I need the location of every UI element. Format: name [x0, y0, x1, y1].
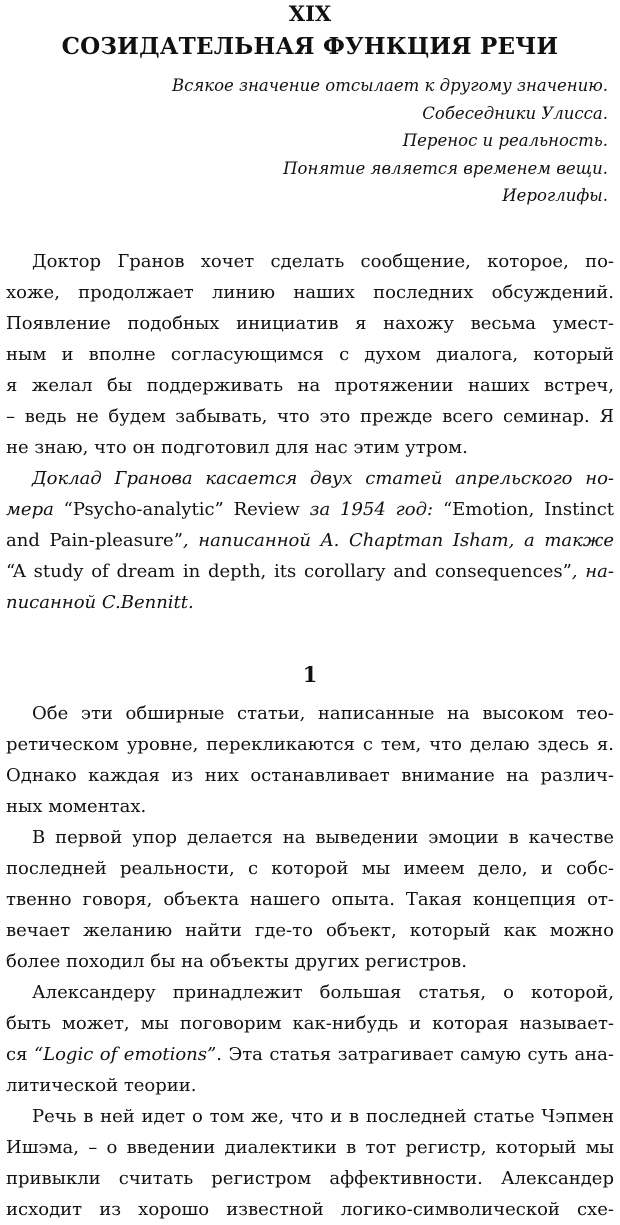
roman-text: “A study of dream in depth, its corollary and consequences” [6, 560, 572, 582]
text-line: Появление подобных инициатив я нахожу весьма умест- [6, 312, 614, 334]
text-line: последней реальности, с которой мы имеем дело, и собс- [6, 857, 614, 879]
text-line: хоже, продолжает линию наших последних обсуждений. [6, 281, 614, 303]
epigraph-line: Понятие является временем вещи. [283, 158, 608, 178]
section-body [6, 698, 614, 1225]
text-line: ным и вполне согласующимся с духом диалога, который [6, 343, 614, 365]
italic-text: , написанной A. Chaptman Isham, а также [182, 529, 614, 551]
epigraph-line: Собеседники Улисса. [422, 103, 608, 123]
roman-text: “Psycho-analytic” Review [63, 498, 310, 520]
text-line [6, 556, 614, 587]
text-line: ных моментах. [6, 795, 147, 817]
body-text [6, 246, 614, 1225]
epigraph-line: Всякое значение отсылает к другому значению. [171, 76, 608, 95]
section-paragraph [6, 977, 614, 1101]
paragraph-report-summary [6, 463, 614, 618]
italic-title: “Logic of emotions” [33, 1043, 217, 1065]
section-number: 1 [302, 661, 318, 687]
text-line: исходит из хорошо известной логико-символической схе- [6, 1198, 614, 1220]
text-line: Доктор Гранов хочет сделать сообщение, которое, по- [32, 250, 614, 272]
text-line: ретическом уровне, перекликаются с тем, что делаю здесь я. [6, 733, 614, 755]
chapter-title: СОЗИДАТЕЛЬНАЯ ФУНКЦИЯ РЕЧИ [61, 33, 559, 60]
text-line: ся “Logic of emotions”. Эта статья затрагивает самую суть ана- [6, 1043, 614, 1065]
text-line: – ведь не будем забывать, что это прежде всего семинар. Я [6, 405, 614, 427]
text-line [6, 463, 614, 494]
text-line: более походил бы на объекты других регистров. [6, 950, 467, 972]
text-line: литической теории. [6, 1074, 197, 1096]
text-line: Александеру принадлежит большая статья, о которой, [32, 981, 614, 1003]
italic-text: мера [6, 498, 64, 520]
text-line [6, 525, 614, 556]
epigraph-line: Перенос и реальность. [402, 131, 608, 150]
text-line: быть может, мы поговорим как-нибудь и которая называет- [6, 1012, 614, 1034]
text-line [6, 587, 614, 618]
text-line: Ишэма, – о введении диалектики в тот регистр, который мы [6, 1136, 614, 1158]
section-paragraph [6, 698, 614, 822]
text-line: не знаю, что он подготовил для нас этим утром. [6, 436, 468, 458]
text-line: Речь в ней идет о том же, что и в последней статье Чэпмен [32, 1105, 614, 1127]
italic-text: за 1954 год: [309, 498, 443, 520]
section-paragraph [6, 1101, 614, 1225]
epigraph [6, 72, 614, 210]
text-line: я желал бы поддерживать на протяжении наших встреч, [6, 374, 614, 396]
text-line: вечает желанию найти где-то объект, который как можно [6, 919, 614, 941]
paragraph-intro [6, 246, 614, 463]
text-line: Однако каждая из них останавливает внимание на различ- [6, 764, 614, 786]
epigraph-line: Иероглифы. [502, 186, 608, 205]
section-paragraph [6, 822, 614, 977]
text-line: Обе эти обширные статьи, написанные на высоком тео- [32, 702, 614, 724]
chapter-number: XIX [288, 1, 332, 26]
italic-text: , на- [571, 560, 614, 582]
text-line: твенно говоря, объекта нашего опыта. Такая концепция от- [6, 888, 614, 910]
text-line: В первой упор делается на выведении эмоции в качестве [32, 826, 614, 848]
italic-text: писанной C.Bennitt. [6, 591, 194, 613]
roman-text: “Emotion, Instinct [442, 498, 615, 520]
text-line [6, 494, 614, 525]
roman-text: and Pain-pleasure” [6, 529, 183, 551]
italic-text: Доклад Гранова касается двух статей апрельского но- [32, 467, 614, 489]
text-line: привыкли считать регистром аффективности. Александер [6, 1167, 614, 1189]
